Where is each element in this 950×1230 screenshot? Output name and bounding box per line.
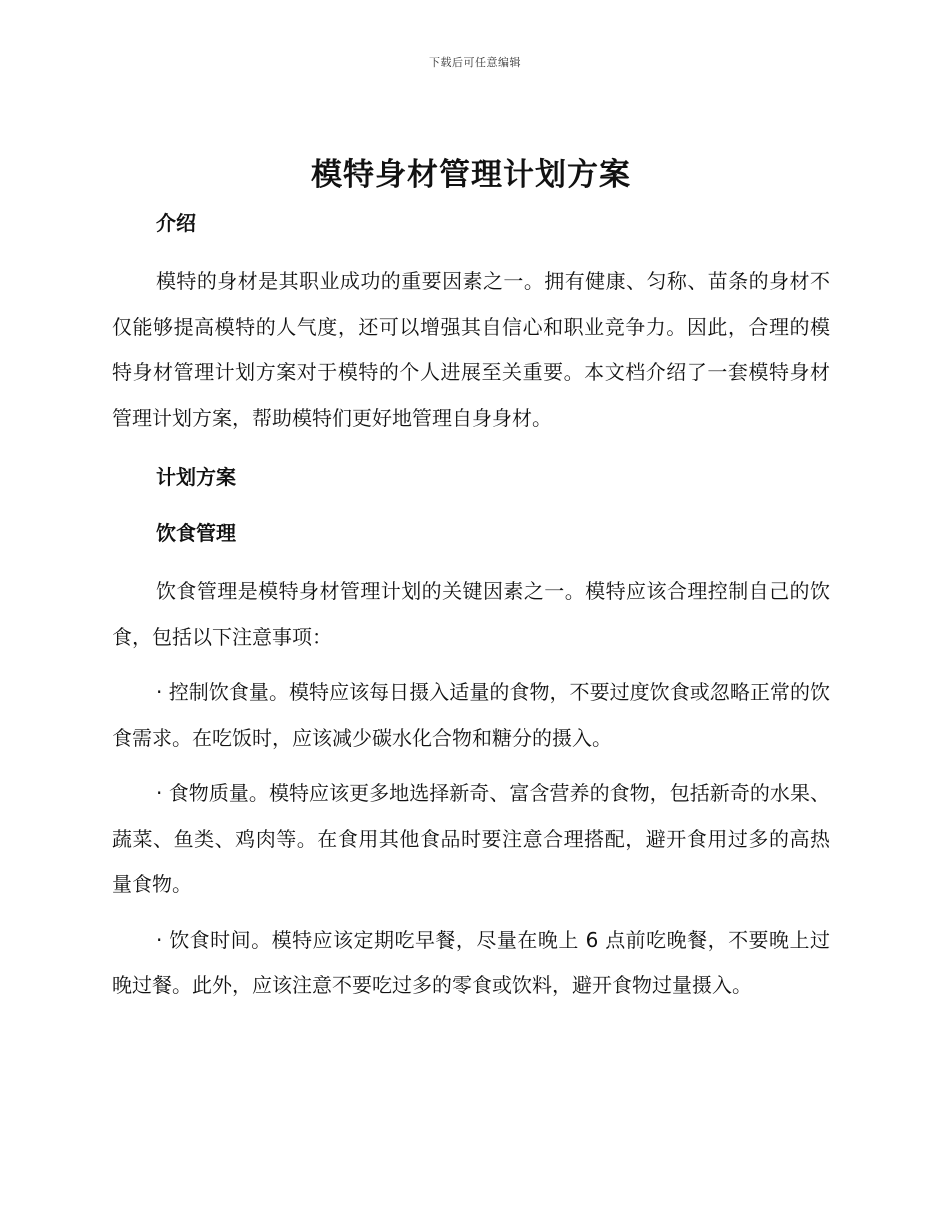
list-item-food-quality: · 食物质量。模特应该更多地选择新奇、富含营养的食物，包括新奇的水果、蔬菜、鱼类、鸡肉等。在食用其他食品时要注意合理搭配，避开食用过多的高热量食物。	[112, 781, 830, 896]
section-heading-diet: 饮食管理	[156, 521, 236, 545]
section-heading-plan: 计划方案	[156, 465, 236, 489]
list-item-diet-amount: · 控制饮食量。模特应该每日摄入适量的食物，不要过度饮食或忽略正常的饮食需求。在吃饭时，应该减少碳水化合物和糖分的摄入。	[112, 680, 830, 750]
document-body	[112, 148, 830, 1009]
diet-paragraph: 饮食管理是模特身材管理计划的关键因素之一。模特应该合理控制自己的饮食，包括以下注意事项：	[112, 579, 830, 649]
document-title: 模特身材管理计划方案	[311, 157, 631, 193]
intro-paragraph: 模特的身材是其职业成功的重要因素之一。拥有健康、匀称、苗条的身材不仅能够提高模特的人气度，还可以增强其自信心和职业竞争力。因此，合理的模特身材管理计划方案对于模特的个人进展至关重要。本文档介绍了一套模特身材管理计划方案，帮助模特们更好地管理自身身材。	[112, 269, 830, 430]
list-item-meal-time: · 饮食时间。模特应该定期吃早餐，尽量在晚上 6 点前吃晚餐，不要晚上过晚过餐。此外，应该注意不要吃过多的零食或饮料，避开食物过量摄入。	[112, 927, 830, 997]
page-header-note: 下载后可任意编辑	[429, 56, 521, 69]
section-heading-intro: 介绍	[156, 211, 196, 235]
